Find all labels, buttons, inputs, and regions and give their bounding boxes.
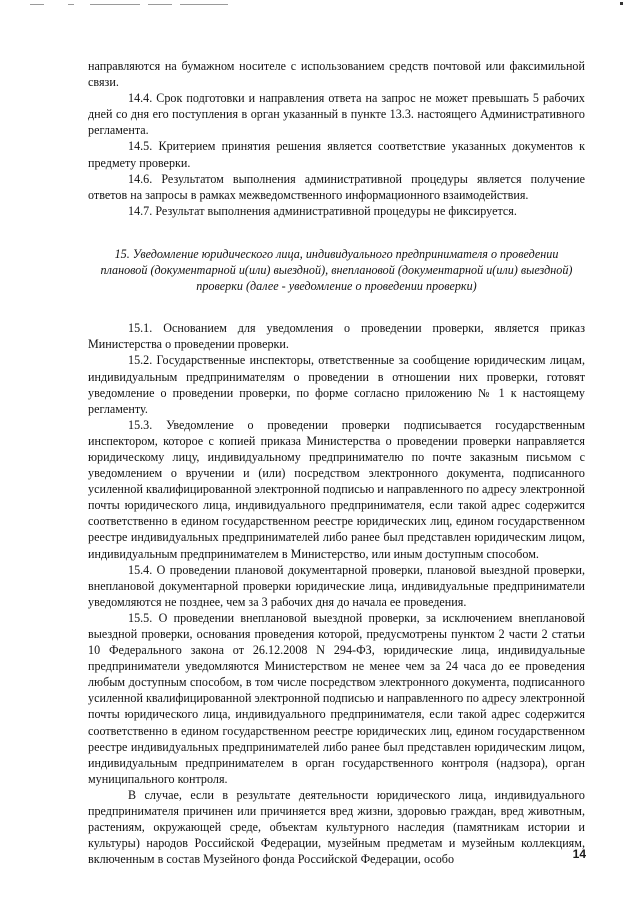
- paragraph-14-7: 14.7. Результат выполнения административной процедуры не фиксируется.: [128, 203, 517, 218]
- paragraph-15-4: 15.4. О проведении плановой документарной проверки, плановой выездной проверки, внеплановой документарной проверки юридические лица, индивидуальные предприниматели уведомляются не позднее, чем за 3 рабочих дня до начала ее проведения.: [88, 562, 585, 609]
- scan-mark: [620, 2, 623, 5]
- paragraph-15-1: 15.1. Основанием для уведомления о проведении проверки, является приказ Министерства о проведении проверки.: [88, 321, 585, 352]
- paragraph-14-5: 14.5. Критерием принятия решения является соответствие указанных документов к предмету проверки.: [88, 139, 585, 170]
- paragraph-15-2: 15.2. Государственные инспекторы, ответственные за сообщение юридическим лицам, индивидуальным предпринимателям о проведении в отношении них проверки, готовят уведомление о проведении проверки, по форме согласно приложению № 1 к настоящему регламенту.: [88, 353, 585, 416]
- paragraph-harm-case: В случае, если в результате деятельности юридического лица, индивидуального предпринимателя причинен или причиняется вред жизни, здоровью граждан, вред животным, растениям, окружающей среде, объектам культурного наследия (памятникам истории и культуры) народов Российской Федерации, музейным предметам и музейным коллекциям, включенным в состав Музейного фонда Российской Федерации, особо: [88, 787, 585, 867]
- paragraph-continuation: направляются на бумажном носителе с использованием средств почтовой или факсимильной связи.: [88, 59, 585, 90]
- scan-top-edge: [30, 4, 590, 6]
- paragraph-14-4: 14.4. Срок подготовки и направления ответа на запрос не может превышать 5 рабочих дней со дня его поступления в орган указанный в пункте 13.3. настоящего Административного регламента.: [88, 91, 585, 138]
- paragraph-14-6: 14.6. Результатом выполнения административной процедуры является получение ответов на запросы в рамках межведомственного информационного взаимодействия.: [88, 171, 585, 202]
- paragraph-15-3: 15.3. Уведомление о проведении проверки подписывается государственным инспектором, которое с копией приказа Министерства о проведении проверки направляется юридическому лицу, индивидуальному предпринимателю по почте заказным письмом с уведомлением о вручении и (или) посредством электронного документа, подписанного усиленной квалифицированной электронной подписью и направленного по адресу электронной почты юридического лица, индивидуального предпринимателя, если такой адрес содержится соответственно в едином государственном реестре юридических лиц, едином государственном реестре индивидуальных предпринимателей либо ранее был представлен юридическим лицом, индивидуальным предпринимателем в Министерство, или иным доступным способом.: [88, 417, 585, 561]
- document-body: [88, 58, 585, 867]
- paragraph-15-5: 15.5. О проведении внеплановой выездной проверки, за исключением внеплановой выездной проверки, основания проведения которой, предусмотрены пунктом 2 части 2 статьи 10 Федерального закона от 26.12.2008 N 294-ФЗ, юридические лица, индивидуальные предприниматели уведомляются Министерством не менее чем за 24 часа до ее проведения любым доступным способом, в том числе посредством электронного документа, подписанного усиленной квалифицированной электронной подписью и направленного по адресу электронной почты юридического лица, индивидуального предпринимателя, если такой адрес содержится соответственно в едином государственном реестре юридических лиц, едином государственном реестре индивидуальных предпринимателей либо ранее был представлен юридическим лицом, индивидуальным предпринимателем в орган государственного контроля (надзора), орган муниципального контроля.: [88, 610, 585, 786]
- section-15-title: 15. Уведомление юридического лица, индивидуального предпринимателя о проведении плановой (документарной и(или) выездной), внеплановой (документарной и(или) выездной) проверки (далее - уведомление о проведении проверки): [100, 246, 573, 294]
- page-number: 14: [572, 847, 586, 861]
